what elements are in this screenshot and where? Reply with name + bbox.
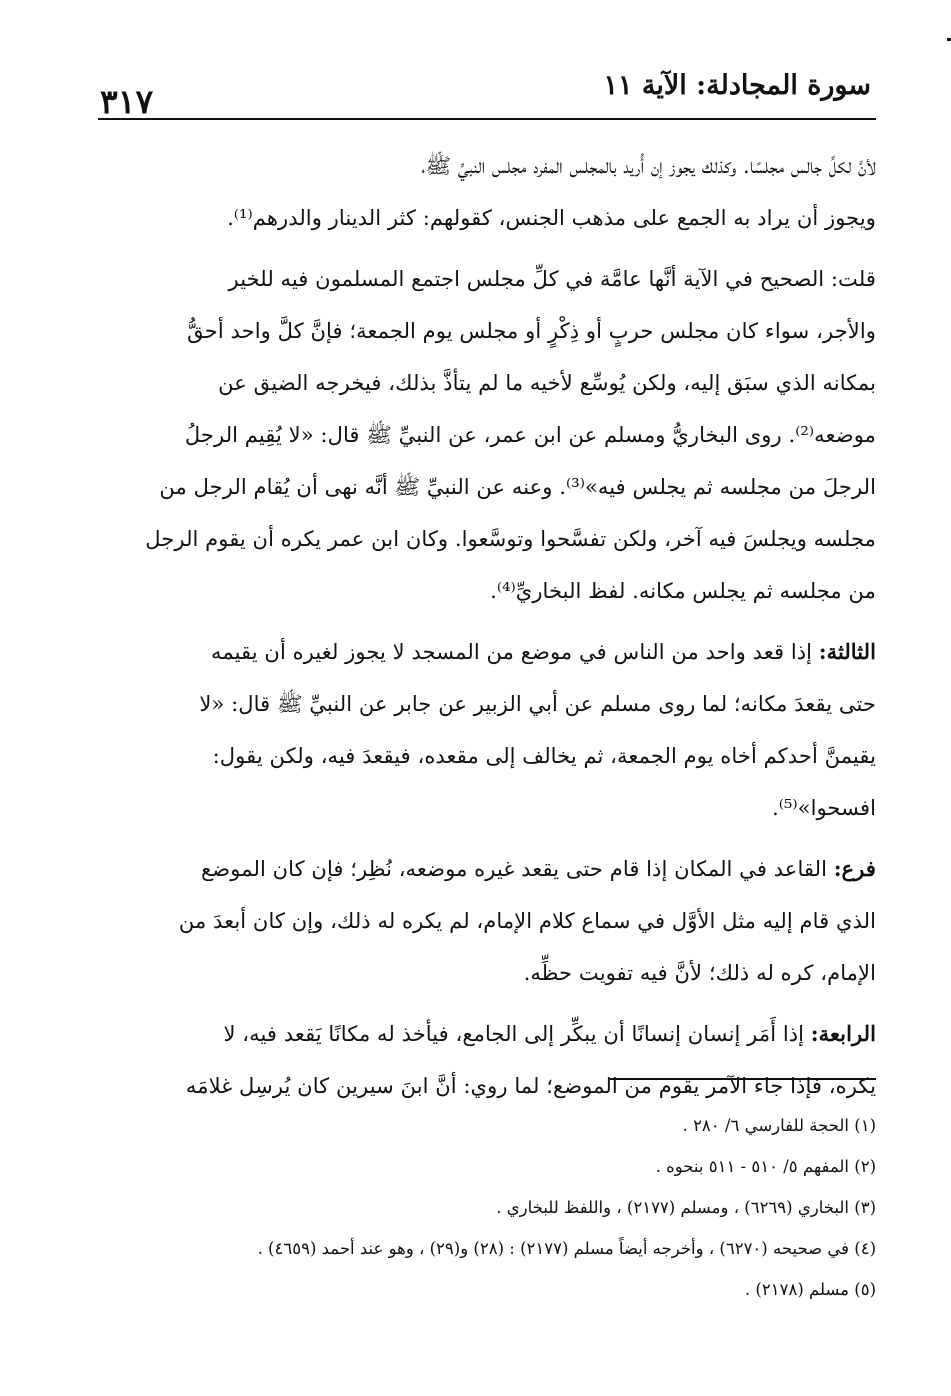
text-line: الذي قام إليه مثل الأوَّل في سماع كلام الإمام، لم يكره له ذلك، وإن كان أبعدَ من bbox=[178, 908, 876, 933]
footnote: (١) الحجة للفارسي ٦/ ٢٨٠ . bbox=[682, 1116, 876, 1135]
page-number: ٣١٧ bbox=[100, 82, 154, 121]
text-line: والأجر، سواء كان مجلس حربٍ أو ذِكْرٍ أو مجلس يوم الجمعة؛ فإنَّ كلَّ واحد أحقُّ bbox=[187, 318, 876, 343]
text-run: إذا أَمَر إنسان إنسانًا أن يبكِّر إلى الجامع، فيأخذ له مكانًا يَقعد فيه، لا bbox=[223, 1021, 811, 1046]
text-line bbox=[98, 626, 876, 678]
text-line: لأنَّ لكلِّ جالس مجلسًا. وكذلك يجوز إن أُريد بالمجلس المفرد مجلس النبيِّ ﷺ، bbox=[421, 153, 876, 178]
paragraph bbox=[98, 140, 876, 244]
text-line: افسحوا»⁽⁵⁾. bbox=[771, 795, 876, 820]
footnote: (٥) مسلم (٢١٧٨) . bbox=[744, 1280, 876, 1299]
text-run: إذا قعد واحد من الناس في موضع من المسجد لا يجوز لغيره أن يقيمه bbox=[211, 639, 819, 664]
section-lead: الثالثة: bbox=[818, 639, 876, 664]
header-rule bbox=[98, 118, 876, 120]
text-line: مجلسه ويجلسَ فيه آخر، ولكن تفسَّحوا وتوسَّعوا. وكان ابن عمر يكره أن يقوم الرجل bbox=[145, 526, 876, 551]
text-line: حتى يقعدَ مكانه؛ لما روى مسلم عن أبي الزبير عن جابر عن النبيِّ ﷺ قال: «لا bbox=[199, 691, 876, 716]
body-text bbox=[98, 140, 876, 1098]
footnote: (٣) البخاري (٦٢٦٩) ، ومسلم (٢١٧٧) ، واللفظ للبخاري . bbox=[496, 1198, 876, 1217]
text-line: موضعه⁽²⁾. روى البخاريُّ ومسلم عن ابن عمر، عن النبيِّ ﷺ قال: «لا يُقِيم الرجلُ bbox=[184, 422, 876, 447]
running-title: سورة المجادلة: الآية ١١ bbox=[603, 70, 871, 101]
paragraph-fourth-issue bbox=[98, 1008, 876, 1112]
text-line bbox=[98, 843, 876, 895]
text-line: الإمام، كره له ذلك؛ لأنَّ فيه تفويت حظِّه. bbox=[523, 960, 876, 985]
text-line: الرجلَ من مجلسه ثم يجلس فيه»⁽³⁾. وعنه عن النبيِّ ﷺ أنَّه نهى أن يُقام الرجل من bbox=[159, 474, 876, 499]
text-line bbox=[98, 1008, 876, 1060]
footnote: (٤) في صحيحه (٦٢٧٠) ، وأخرجه أيضاً مسلم (٢١٧٧) : (٢٨) و(٢٩) ، وهو عند أحمد (٤٦٥٩) . bbox=[257, 1239, 876, 1258]
text-run: القاعد في المكان إذا قام حتى يقعد غيره موضعه، نُظِر؛ فإن كان الموضع bbox=[201, 856, 834, 881]
section-lead: فرع: bbox=[833, 856, 876, 881]
section-lead: الرابعة: bbox=[810, 1021, 876, 1046]
paragraph-branch bbox=[98, 843, 876, 999]
footnote: (٢) المفهم ٥/ ٥١٠ - ٥١١ بنحوه . bbox=[655, 1157, 876, 1176]
footnotes bbox=[98, 1105, 876, 1310]
paragraph-third-issue bbox=[98, 626, 876, 834]
text-line: ويجوز أن يراد به الجمع على مذهب الجنس، كقولهم: كثر الدينار والدرهم⁽¹⁾. bbox=[227, 205, 876, 230]
text-line: من مجلسه ثم يجلس مكانه. لفظ البخاريِّ⁽⁴⁾. bbox=[490, 578, 876, 603]
text-line: بمكانه الذي سبَق إليه، ولكن يُوسِّع لأخيه ما لم يتأذَّ بذلك، فيخرجه الضيق عن bbox=[218, 370, 876, 395]
text-line: قلت: الصحيح في الآية أنَّها عامَّة في كلِّ مجلس اجتمع المسلمون فيه للخير bbox=[228, 266, 876, 291]
page-edge-mark bbox=[947, 38, 951, 41]
text-line: يكره، فإذا جاء الآمر يقوم من الموضع؛ لما روي: أنَّ ابنَ سيرين كان يُرسِل غلامَه bbox=[185, 1073, 876, 1098]
footnote-rule bbox=[610, 1078, 876, 1080]
text-line: يقيمنَّ أحدكم أخاه يوم الجمعة، ثم يخالف إلى مقعده، فيقعدَ فيه، ولكن يقول: bbox=[212, 743, 876, 768]
paragraph bbox=[98, 253, 876, 617]
